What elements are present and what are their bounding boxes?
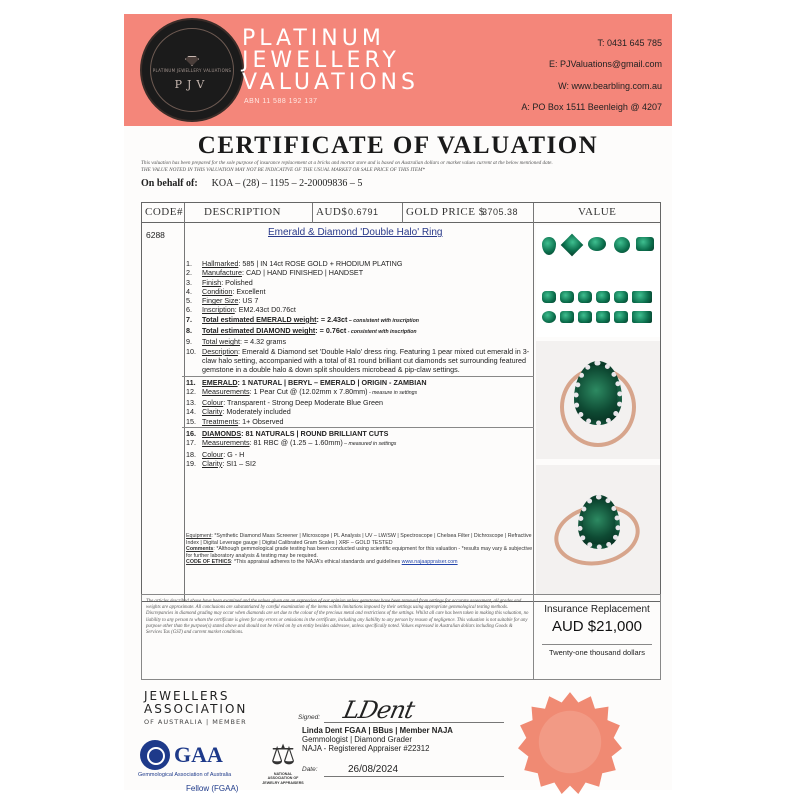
emerald-sample-icon — [560, 311, 574, 323]
marquise-emerald-icon — [588, 237, 606, 251]
item-text — [202, 450, 534, 459]
item-number: 14. — [186, 407, 196, 417]
item-text — [202, 438, 534, 449]
item-text — [202, 305, 534, 314]
item-code: 6288 — [146, 230, 165, 240]
ethics-label: CODE OF ETHICS — [186, 559, 232, 566]
emerald-sample-icon — [542, 291, 556, 303]
item-number: 3. — [186, 277, 192, 287]
pear-emerald-icon — [542, 237, 556, 255]
list-item — [186, 450, 534, 459]
item-value: : = 0.76ct — [315, 326, 347, 336]
list-item — [186, 438, 534, 449]
emerald-sample-icon — [614, 291, 628, 303]
list-item — [186, 305, 534, 314]
emerald-sample-icon — [614, 311, 628, 323]
cushion-emerald-icon — [561, 234, 584, 257]
item-text — [202, 398, 534, 407]
emerald-sample-icon — [560, 291, 574, 303]
item-number: 15. — [186, 416, 196, 426]
table-header — [142, 203, 660, 223]
intro-text — [141, 160, 661, 174]
header-description: DESCRIPTION — [204, 206, 282, 218]
list-item — [186, 315, 534, 326]
item-label: EMERALD — [202, 377, 238, 387]
list-item — [186, 296, 534, 305]
contact-email[interactable]: E: PJValuations@gmail.com — [548, 59, 662, 69]
signer-info — [302, 726, 453, 753]
item-value: : EM2.43ct D0.76ct — [234, 305, 296, 315]
item-number: 17. — [186, 438, 196, 448]
comments-text: : *Although gemmological grade testing has been conducted using scientific equipment for this valuation - *results may vary & subjective for further laboratory analysis & testing may be required. — [186, 546, 533, 559]
on-behalf-of — [141, 178, 362, 189]
gaa-text: GAA — [174, 742, 223, 767]
item-text — [202, 268, 534, 277]
list-item — [186, 337, 534, 346]
item-number: 5. — [186, 296, 192, 306]
signer-role: Gemmologist | Diamond Grader — [302, 735, 412, 744]
item-text — [202, 337, 534, 346]
item-number: 16. — [186, 429, 196, 439]
round-emerald-icon — [614, 237, 630, 253]
gaa-subtitle: Gemmological Association of Australia — [138, 772, 232, 778]
item-text — [202, 407, 534, 416]
naja-logo — [262, 740, 304, 785]
list-item — [186, 459, 534, 468]
naja-subtitle: NATIONAL ASSOCIATION OF JEWELRY APPRAISERS — [262, 772, 304, 785]
logo-initials: PJV — [174, 78, 210, 91]
certificate-title: CERTIFICATE OF VALUATION — [197, 132, 599, 159]
item-text — [202, 296, 534, 305]
item-text — [202, 259, 534, 268]
item-label: Hallmarked — [202, 259, 239, 268]
valuation-certificate — [124, 14, 672, 793]
item-number: 10. — [186, 346, 196, 356]
item-text — [202, 387, 534, 398]
item-value: : 81 RBC @ (1.25 – 1.60mm) — [249, 438, 343, 448]
header-banner — [124, 14, 672, 126]
emerald-sample-icon — [578, 311, 592, 323]
behalf-reference: KOA – (28) – 1195 – 2-20009836 – 5 — [211, 178, 363, 189]
header-gold-label: GOLD PRICE $ — [406, 206, 485, 218]
ja-line-1: JEWELLERS — [144, 689, 230, 703]
insurance-words: Twenty-one thousand dollars — [549, 648, 645, 657]
item-value: : CAD | HAND FINISHED | HANDSET — [241, 268, 364, 278]
item-value: : Transparent - Strong Deep Moderate Blue Green — [223, 398, 383, 408]
comments-label: Comments — [186, 546, 214, 553]
item-text — [202, 347, 534, 375]
signer-name: Linda Dent FGAA | BBus | Member NAJA — [302, 726, 453, 735]
list-item — [186, 287, 534, 296]
item-number: 11. — [186, 377, 196, 387]
item-number: 19. — [186, 458, 196, 468]
col-divider — [184, 203, 185, 223]
item-label: Colour — [202, 398, 224, 408]
item-value: : Excellent — [232, 286, 266, 296]
item-value: : US 7 — [238, 296, 259, 306]
signer-naja: NAJA - Registered Appraiser #22312 — [302, 744, 430, 753]
item-number: 13. — [186, 398, 196, 408]
item-text — [202, 287, 534, 296]
emerald-cut-icon — [636, 237, 654, 251]
item-number: 9. — [186, 337, 192, 347]
abn-number: ABN 11 588 192 137 — [244, 98, 318, 105]
item-text — [202, 417, 534, 426]
valuation-date: 26/08/2024 — [348, 764, 399, 775]
list-item — [186, 378, 534, 387]
item-note: - consistent with inscription — [346, 329, 417, 336]
gaa-emblem-icon — [140, 740, 170, 770]
contact-website[interactable]: W: www.bearbling.com.au — [558, 81, 662, 91]
list-item — [186, 278, 534, 287]
valuation-table — [141, 202, 661, 602]
item-value: : = 2.43ct — [316, 314, 348, 324]
ja-line-3: OF AUSTRALIA | MEMBER — [144, 718, 247, 726]
emerald-sample-icon — [632, 311, 652, 323]
item-label: Treatments — [202, 416, 239, 426]
item-label: Inscription — [202, 305, 235, 315]
list-item — [186, 259, 534, 268]
equipment-label: Equipment — [186, 533, 212, 539]
jewellers-association-logo — [144, 690, 247, 726]
emerald-reference-chart — [536, 225, 660, 337]
header-gold-value: 3705.38 — [482, 207, 519, 217]
date-line — [324, 776, 504, 777]
naja-link[interactable]: www.najaappraiser.com — [401, 559, 458, 566]
item-value: : = 4.32 grams — [239, 337, 287, 347]
scales-icon: ⚖ — [270, 738, 296, 771]
insurance-box — [533, 594, 661, 680]
item-text — [202, 315, 534, 326]
behalf-label: On behalf of: — [141, 178, 198, 189]
item-label: Total estimated EMERALD weight — [202, 314, 317, 324]
handwritten-signature: LDent — [341, 696, 417, 724]
item-label: Colour — [202, 449, 224, 459]
date-label: Date: — [302, 766, 318, 773]
brand-line-2: JEWELLERY — [242, 48, 400, 73]
item-note: – measured in settings — [342, 441, 397, 448]
item-text — [202, 378, 534, 387]
insurance-amount: AUD $21,000 — [551, 618, 643, 635]
item-note: - measure in settings — [367, 389, 418, 396]
header-code: CODE# — [145, 206, 183, 218]
wax-seal-icon — [518, 690, 622, 794]
list-item — [186, 407, 534, 416]
item-label: Manufacture — [202, 268, 242, 278]
col-divider — [312, 203, 313, 223]
insurance-label: Insurance Replacement — [544, 604, 650, 615]
insurance-divider — [542, 644, 652, 645]
item-text — [202, 459, 534, 468]
intro-line-2: THE VALUE NOTED IN THIS VALUATION MAY NOT BE INDICATIVE OF THE USUAL MARKET OR SALE PRICE OF THIS ITEM* — [141, 167, 426, 173]
item-label: Clarity — [202, 407, 223, 417]
emerald-sample-icon — [596, 291, 610, 303]
item-label: Finish — [202, 277, 222, 287]
equipment-text: : *Synthetic Diamond Mass Screener | Microscope | PL Analysis | UV – LW/SW | Spectroscope | Chelsea Filter | Dichroscope | Refractive Index | Digital Leverage gauge | Digital Calibrated Gram Scales | XRF – GOLD TESTED — [186, 533, 532, 546]
item-label: Total weight — [202, 337, 240, 347]
item-label: Description — [202, 346, 238, 356]
emerald-sample-icon — [578, 291, 592, 303]
emerald-sample-icon — [632, 291, 652, 303]
list-item — [186, 347, 534, 375]
item-value: : Polished — [221, 277, 253, 287]
item-value: : SI1 – SI2 — [222, 458, 256, 468]
item-value: : G - H — [223, 449, 245, 459]
ja-line-2: ASSOCIATION — [144, 702, 248, 716]
section-divider — [182, 376, 534, 377]
item-value: : 1 Pear Cut @ (12.02mm x 7.80mm) — [249, 386, 368, 396]
item-label: Measurements — [202, 438, 250, 448]
list-item — [186, 429, 534, 438]
item-number: 8. — [186, 326, 192, 336]
item-text — [202, 278, 534, 287]
item-value: : 81 NATURALS | ROUND BRILLIANT CUTS — [241, 429, 389, 439]
ring-photo-front — [536, 341, 660, 459]
brand-line-1: PLATINUM — [242, 26, 385, 51]
ethics-text: : *This appraisal adheres to the NAJA's ethical standards and guidelines — [231, 559, 401, 566]
pjv-logo — [140, 18, 244, 122]
item-label: Condition — [202, 286, 233, 296]
item-label: Total estimated DIAMOND weight — [202, 326, 316, 336]
intro-line-1: This valuation has been prepared for the sole purpose of insurance replacement at a bricks and mortar store and is based on Australian dollars or market values current at the below mentioned date. — [141, 160, 553, 166]
header-value: VALUE — [578, 206, 617, 218]
brand-line-3: VALUATIONS — [242, 70, 419, 95]
item-value: : 585 | IN 14ct ROSE GOLD + RHODIUM PLATING — [238, 259, 403, 268]
item-number: 1. — [186, 259, 192, 268]
col-divider — [184, 223, 185, 601]
equipment-notes — [186, 533, 534, 566]
contact-address: A: PO Box 1511 Beenleigh @ 4207 — [521, 102, 662, 112]
item-number: 12. — [186, 386, 196, 396]
contact-phone: T: 0431 645 785 — [597, 38, 662, 48]
signed-label: Signed: — [298, 714, 321, 721]
item-number: 2. — [186, 268, 192, 278]
item-value: : 1 NATURAL | BERYL – EMERALD | ORIGIN - ZAMBIAN — [237, 377, 427, 387]
item-value: : Moderately included — [222, 407, 291, 417]
item-label: Measurements — [202, 386, 250, 396]
item-text — [202, 326, 534, 337]
item-text — [202, 429, 534, 438]
ring-name: Emerald & Diamond 'Double Halo' Ring — [268, 227, 443, 238]
list-item — [186, 387, 534, 398]
emerald-sample-icon — [542, 311, 556, 323]
signature-line — [324, 722, 504, 723]
item-number: 18. — [186, 449, 196, 459]
disclaimer: The articles described above have been examined and the values given are an expression of our opinion unless gemstones have been removed from settings for accurate assessment, all grades and weights are approximate. All conclusions are substantiated by careful examination of the items within limitations imposed by their settings using appropriate gemmological testing methods. Discrepancies in diamond grading may occur when diamonds are set due to the colour of the precious metal and restrictions of the settings. Whilst all care has been taken in making this valuation, no liability to any person to whom the certificate is given for any errors or omissions in the certificate, including any liability to any person by reason of negligence. This valuation is not suitable for any purpose other than the purpose(s) stated above and should not be relied on by an entity besides addressee, unless specifically noted. Values expressed in Australian dollars including Goods & Services Tax (GST) and current market conditions. — [141, 594, 533, 680]
gaa-fellow: Fellow (FGAA) — [186, 784, 239, 793]
header-aud-label: AUD$ — [316, 206, 348, 218]
list-item — [186, 326, 534, 337]
emerald-sample-icon — [596, 311, 610, 323]
emerald-halo — [578, 495, 620, 549]
ring-photo-side — [536, 465, 660, 595]
item-value: : Emerald & Diamond set 'Double Halo' dress ring. Featuring 1 pear mixed cut emerald in 3-claw halo setting, accompanied with a total of 81 round brilliant cut diamonds set surrounding featured gemstone in a double halo & down split shoulders microbead & pip-claw settings. — [202, 346, 530, 375]
section-divider — [182, 427, 534, 428]
item-number: 7. — [186, 314, 192, 324]
header-aud-value: 0.6791 — [348, 207, 379, 217]
item-number: 6. — [186, 305, 192, 315]
item-note: – consistent with inscription — [347, 317, 419, 324]
item-number: 4. — [186, 286, 192, 296]
item-label: Finger Size — [202, 296, 239, 306]
logo-arc-text: PLATINUM JEWELLERY VALUATIONS — [152, 68, 232, 73]
item-value: : 1+ Observed — [238, 416, 284, 426]
item-label: DIAMONDS — [202, 429, 242, 439]
list-item — [186, 268, 534, 277]
item-label: Clarity — [202, 458, 223, 468]
item-list — [186, 259, 534, 468]
list-item — [186, 398, 534, 407]
col-divider — [402, 203, 403, 223]
list-item — [186, 417, 534, 426]
